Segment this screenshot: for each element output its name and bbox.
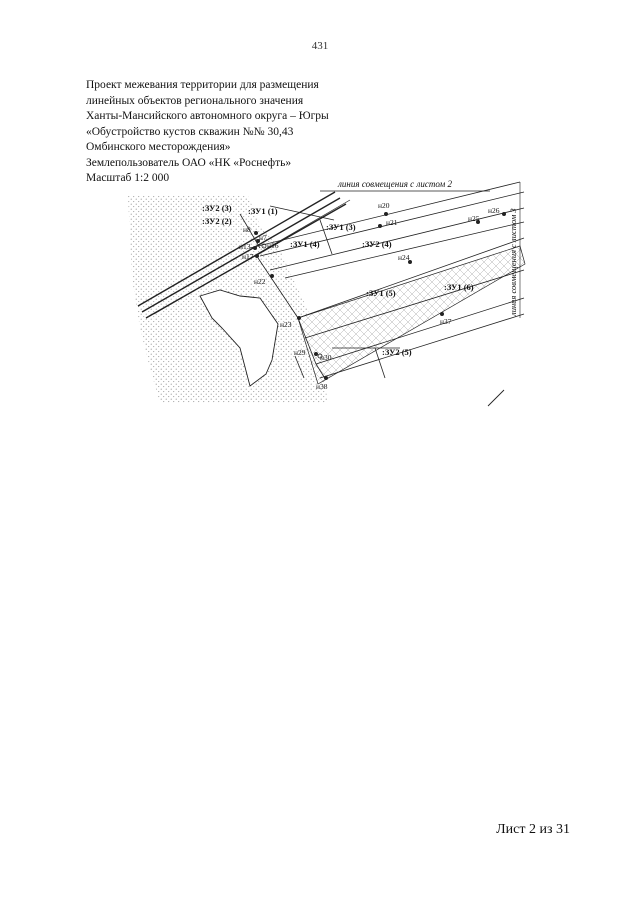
parcel-zu2-3: :ЗУ2 (3)	[202, 203, 232, 213]
point-n29: н29	[294, 348, 306, 357]
point-n38: н38	[316, 382, 328, 391]
parcel-zu1-5: :ЗУ1 (5)	[366, 288, 396, 298]
title-line-3: Ханты-Мансийского автономного округа – Югры	[86, 110, 329, 122]
point-n22: н22	[254, 277, 266, 286]
point-marker	[270, 274, 274, 278]
point-n24: н24	[398, 253, 410, 262]
scale-line: Масштаб 1:2 000	[86, 172, 170, 184]
match-line-right-label: линия совмещения с листом 3	[508, 208, 518, 316]
point-marker	[297, 316, 301, 320]
point-marker	[253, 246, 257, 250]
point-n30: н30	[320, 353, 332, 362]
title-line-1: Проект межевания территории для размещения	[86, 79, 319, 91]
point-n8: н8	[243, 225, 251, 234]
point-marker	[440, 312, 444, 316]
point-marker	[502, 212, 506, 216]
parcel-zu2-5: :ЗУ2 (5)	[382, 347, 412, 357]
north-arrow-icon	[488, 390, 504, 406]
point-n25: н25	[468, 214, 480, 223]
point-n13: н13	[239, 242, 251, 251]
title-line-2: линейных объектов регионального значения	[86, 94, 304, 107]
title-line-5: Омбинского месторождения»	[86, 141, 231, 153]
point-marker	[254, 231, 258, 235]
parcel-zu1-1: :ЗУ1 (1)	[248, 206, 278, 216]
point-n7: н7	[259, 233, 267, 242]
parcel-zu1-4: :ЗУ1 (4)	[290, 239, 320, 249]
survey-map	[120, 178, 530, 418]
title-line-4: «Обустройство кустов скважин №№ 30,43	[86, 125, 294, 138]
point-marker	[314, 352, 318, 356]
point-n26: н26	[488, 206, 500, 215]
point-n21: н21	[386, 218, 398, 227]
parcel-zu1-6: :ЗУ1 (6)	[444, 282, 474, 292]
point-marker	[324, 376, 328, 380]
point-n16: н16	[267, 241, 279, 250]
map-canvas	[120, 178, 530, 418]
page-number: 431	[311, 40, 329, 52]
match-line-top-label: линия совмещения с листом 2	[338, 179, 452, 189]
parcel-zu2-4: :ЗУ2 (4)	[362, 239, 392, 249]
point-n23: н23	[280, 320, 292, 329]
parcel-zu1-3: :ЗУ1 (3)	[326, 222, 356, 232]
sheet-counter: Лист 2 из 31	[496, 822, 570, 837]
point-n37: н37	[440, 317, 452, 326]
parcel-zu2-2: :ЗУ2 (2)	[202, 216, 232, 226]
point-marker	[255, 254, 259, 258]
land-user-line: Землепользователь ОАО «НК «Роснефть»	[86, 156, 292, 169]
point-n20: н20	[378, 201, 390, 210]
point-marker	[378, 224, 382, 228]
point-marker	[384, 212, 388, 216]
title-block	[86, 78, 329, 187]
point-n17: н17	[242, 252, 254, 261]
